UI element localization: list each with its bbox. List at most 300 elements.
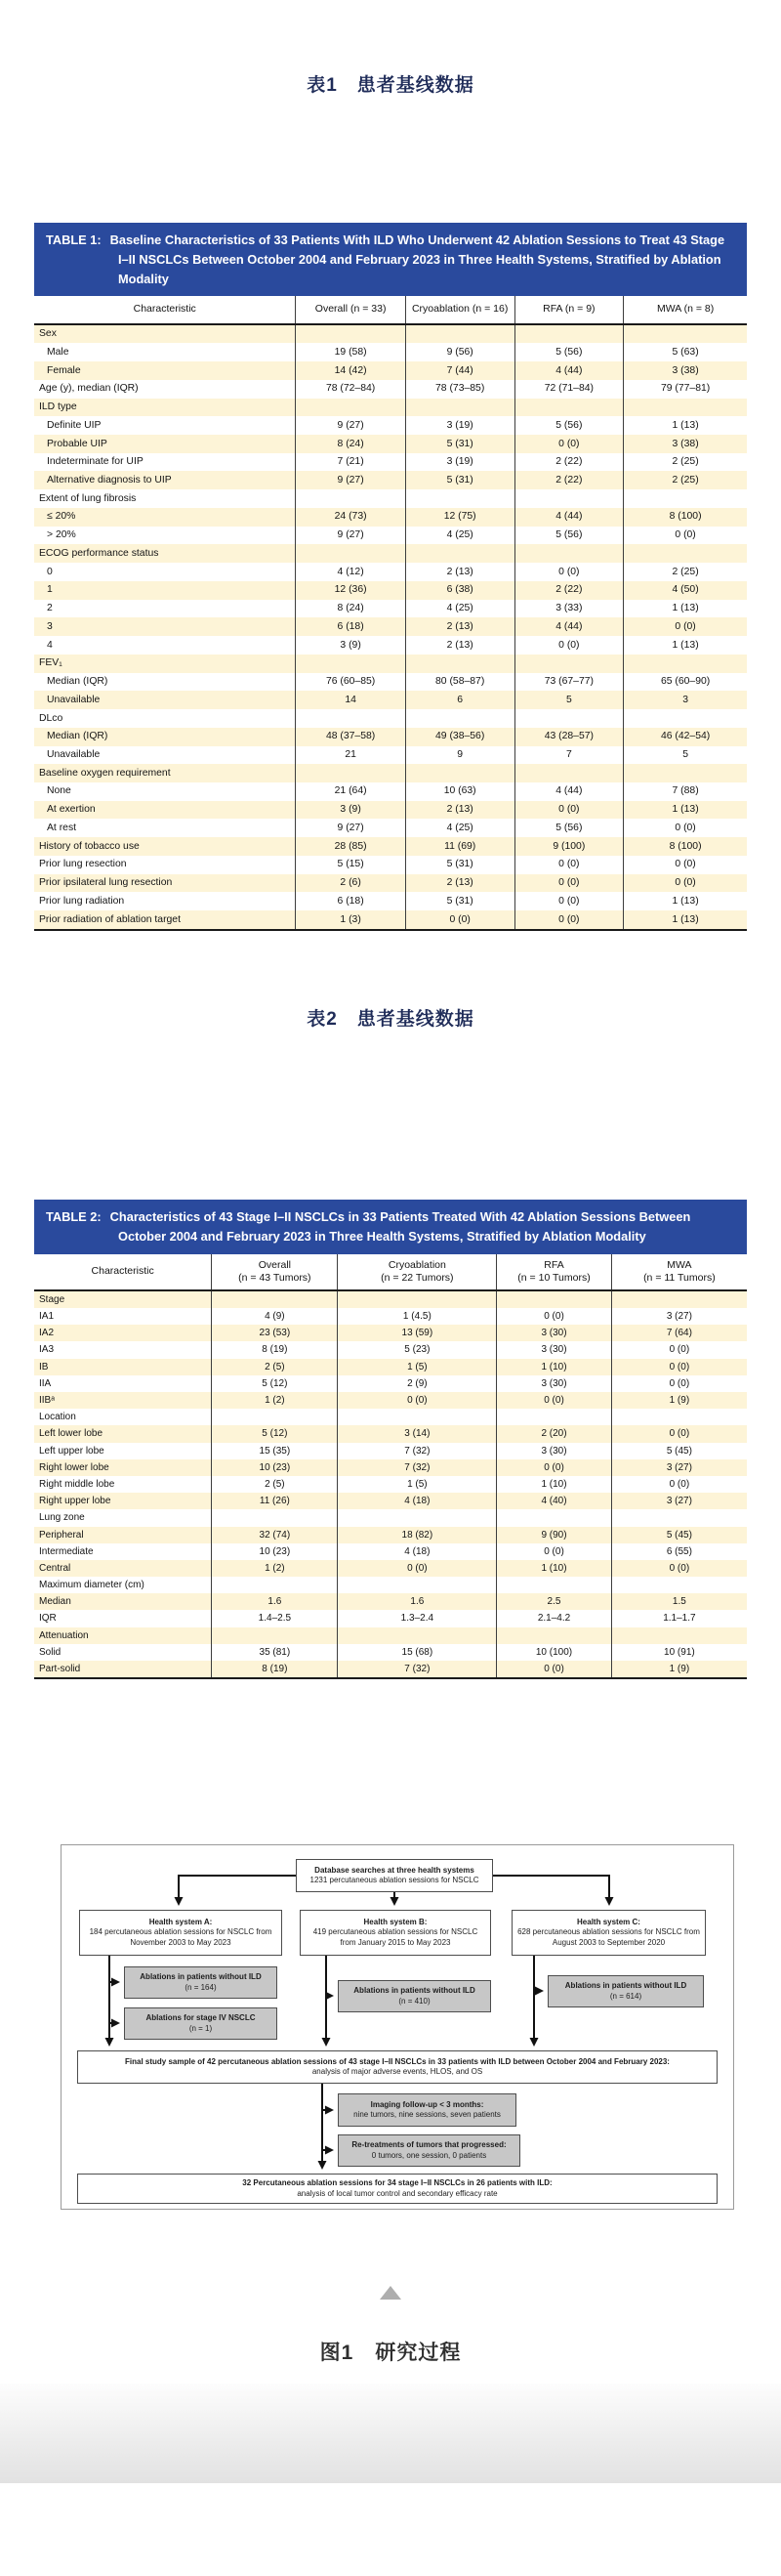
row-value: 2 (13) (405, 801, 514, 820)
row-value: 1.6 (338, 1593, 497, 1610)
row-label: IA1 (39, 1311, 55, 1323)
row-value: 10 (100) (497, 1644, 612, 1661)
row-value: 3 (27) (611, 1308, 747, 1325)
row-value: 1 (13) (624, 600, 747, 618)
row-value: 7 (32) (338, 1661, 497, 1678)
table-row (34, 1359, 747, 1375)
row-label: Left upper lobe (39, 1445, 104, 1457)
row-value: 1 (9) (611, 1392, 747, 1409)
table-row (34, 819, 747, 837)
table-row (34, 324, 747, 344)
row-value: 8 (19) (212, 1661, 338, 1678)
flowchart-box-exclusion-a-no-ild: Ablations in patients without ILD (n = 164) (124, 1966, 277, 1999)
row-value: 3 (9) (296, 801, 405, 820)
row-label: ILD type (39, 401, 77, 413)
row-value (405, 544, 514, 563)
row-value: 2.5 (497, 1593, 612, 1610)
row-value: 2 (22) (514, 471, 624, 489)
row-value: 2 (5) (212, 1476, 338, 1493)
row-value: 6 (38) (405, 581, 514, 600)
row-value: 8 (24) (296, 435, 405, 453)
row-value: 5 (12) (212, 1425, 338, 1442)
row-label: Prior lung resection (39, 859, 127, 870)
table-row (34, 416, 747, 435)
row-value: 1 (3) (296, 910, 405, 930)
row-label: FEV₁ (39, 657, 62, 669)
table2-heading-label: TABLE 2: (46, 1209, 102, 1224)
table1-figure (34, 223, 747, 931)
row-value (514, 399, 624, 417)
row-value (497, 1627, 612, 1644)
row-value: 0 (0) (611, 1341, 747, 1358)
row-label: Median (39, 1596, 71, 1608)
row-value: 0 (0) (624, 856, 747, 874)
row-label: Maximum diameter (cm) (39, 1580, 144, 1591)
row-value: 1 (13) (624, 636, 747, 655)
row-label: 0 (47, 566, 53, 577)
row-value (624, 489, 747, 508)
row-value: 15 (68) (338, 1644, 497, 1661)
row-value (296, 709, 405, 728)
table2-grid (34, 1254, 747, 1680)
row-value: 4 (25) (405, 819, 514, 837)
row-label: Prior ipsilateral lung resection (39, 877, 173, 889)
row-value: 0 (0) (611, 1425, 747, 1442)
table-row (34, 453, 747, 472)
row-value: 2 (13) (405, 636, 514, 655)
row-value (338, 1577, 497, 1593)
row-value: 43 (28–57) (514, 728, 624, 746)
table-row (34, 874, 747, 893)
row-value: 18 (82) (338, 1527, 497, 1543)
row-value: 79 (77–81) (624, 380, 747, 399)
row-value: 0 (0) (514, 801, 624, 820)
table-row (34, 1308, 747, 1325)
row-label: Sex (39, 328, 57, 340)
table-row (34, 1392, 747, 1409)
row-label: Indeterminate for UIP (47, 456, 144, 468)
row-value: 4 (9) (212, 1308, 338, 1325)
row-label: Solid (39, 1646, 62, 1658)
flowchart-box-efficacy-sample: 32 Percutaneous ablation sessions for 34 stage I–II NSCLCs in 26 patients with ILD: analysis of local tumor control and secondary efficacy rate (77, 2174, 718, 2204)
row-value (296, 655, 405, 673)
row-value: 1 (10) (497, 1359, 612, 1375)
row-value: 3 (38) (624, 361, 747, 380)
column-header: Characteristic (34, 1254, 212, 1290)
row-value: 6 (18) (296, 617, 405, 636)
row-value: 7 (21) (296, 453, 405, 472)
row-label: Location (39, 1412, 76, 1423)
row-value: 3 (27) (611, 1493, 747, 1509)
row-value (611, 1509, 747, 1526)
row-value: 5 (12) (212, 1375, 338, 1392)
row-value: 0 (0) (497, 1392, 612, 1409)
row-value: 4 (40) (497, 1493, 612, 1509)
row-value: 10 (63) (405, 782, 514, 801)
row-value: 4 (12) (296, 563, 405, 581)
table1-heading-label: TABLE 1: (46, 232, 102, 247)
row-value: 5 (56) (514, 416, 624, 435)
row-value: 4 (44) (514, 782, 624, 801)
row-value: 23 (53) (212, 1325, 338, 1341)
row-value: 3 (38) (624, 435, 747, 453)
table-row (34, 600, 747, 618)
row-value: 80 (58–87) (405, 673, 514, 692)
row-value: 2 (13) (405, 563, 514, 581)
table1-grid (34, 296, 747, 930)
row-value: 21 (64) (296, 782, 405, 801)
row-label: Median (IQR) (47, 731, 108, 742)
table-row (34, 527, 747, 545)
row-value: 12 (36) (296, 581, 405, 600)
row-value: 4 (18) (338, 1543, 497, 1560)
row-value: 0 (0) (514, 435, 624, 453)
column-header: Overall (n = 33) (296, 296, 405, 323)
row-label: IIA (39, 1377, 52, 1389)
table-row (34, 1425, 747, 1442)
table2-cn-title: 表2 患者基线数据 (307, 1009, 474, 1030)
table1-heading-band (34, 223, 747, 296)
row-value: 13 (59) (338, 1325, 497, 1341)
row-value: 1.1–1.7 (611, 1610, 747, 1626)
row-value (624, 324, 747, 344)
flowchart-box-database: Database searches at three health systems 1231 percutaneous ablation sessions for NSCLC (296, 1859, 493, 1892)
row-value (514, 764, 624, 782)
row-value (497, 1409, 612, 1425)
row-value: 5 (31) (405, 856, 514, 874)
row-value: 3 (9) (296, 636, 405, 655)
row-label: Central (39, 1562, 71, 1574)
table-row (34, 361, 747, 380)
row-value: 0 (0) (497, 1308, 612, 1325)
row-value: 5 (624, 746, 747, 765)
row-value: 9 (27) (296, 527, 405, 545)
row-label: Peripheral (39, 1529, 84, 1541)
table-row (34, 910, 747, 930)
row-value: 2 (9) (338, 1375, 497, 1392)
row-value: 2 (20) (497, 1425, 612, 1442)
column-header: Overall (n = 43 Tumors) (212, 1254, 338, 1290)
row-label: Baseline oxygen requirement (39, 767, 171, 779)
row-value: 2 (13) (405, 617, 514, 636)
row-label: Lung zone (39, 1512, 85, 1524)
row-value: 2.1–4.2 (497, 1610, 612, 1626)
row-value: 9 (56) (405, 343, 514, 361)
flowchart-box-exclusion-b-no-ild: Ablations in patients without ILD (n = 410) (338, 1980, 491, 2012)
table-row (34, 399, 747, 417)
row-value: 0 (0) (514, 874, 624, 893)
row-value: 3 (33) (514, 600, 624, 618)
table-row (34, 728, 747, 746)
row-value (405, 324, 514, 344)
row-value: 0 (0) (405, 910, 514, 930)
row-label: Right lower lobe (39, 1461, 109, 1473)
row-label: Age (y), median (IQR) (39, 383, 139, 395)
row-value (296, 324, 405, 344)
row-value: 73 (67–77) (514, 673, 624, 692)
row-value: 7 (44) (405, 361, 514, 380)
table-row (34, 709, 747, 728)
row-value: 1.5 (611, 1593, 747, 1610)
row-label: Unavailable (47, 749, 101, 760)
row-label: Stage (39, 1293, 65, 1305)
table2-body (34, 1290, 747, 1678)
footer-fade-strip (0, 2384, 781, 2483)
row-value: 0 (0) (611, 1476, 747, 1493)
table2-figure (34, 1200, 747, 1679)
row-value (212, 1627, 338, 1644)
row-value (497, 1290, 612, 1308)
row-value: 2 (13) (405, 874, 514, 893)
row-value: 3 (19) (405, 416, 514, 435)
row-value (296, 399, 405, 417)
row-value: 78 (72–84) (296, 380, 405, 399)
row-value: 5 (15) (296, 856, 405, 874)
table-row (34, 1443, 747, 1459)
row-value (624, 709, 747, 728)
column-header: MWA (n = 11 Tumors) (611, 1254, 747, 1290)
row-label: 2 (47, 603, 53, 614)
row-value: 9 (27) (296, 819, 405, 837)
table-row (34, 544, 747, 563)
row-value: 8 (24) (296, 600, 405, 618)
row-label: None (47, 785, 71, 797)
table-row (34, 471, 747, 489)
row-label: At rest (47, 822, 77, 833)
row-value (212, 1577, 338, 1593)
row-value: 1 (2) (212, 1392, 338, 1409)
row-label: IA3 (39, 1344, 55, 1356)
row-value (497, 1577, 612, 1593)
row-value: 5 (31) (405, 892, 514, 910)
table2-header-row (34, 1254, 747, 1290)
table-row (34, 1543, 747, 1560)
row-value: 4 (44) (514, 508, 624, 527)
row-label: Probable UIP (47, 438, 107, 449)
row-value: 3 (30) (497, 1375, 612, 1392)
row-value: 14 (42) (296, 361, 405, 380)
row-label: IA2 (39, 1328, 55, 1339)
row-label: Female (47, 364, 81, 376)
table-row (34, 691, 747, 709)
row-value: 1.4–2.5 (212, 1610, 338, 1626)
row-value (338, 1409, 497, 1425)
table-row (34, 1627, 747, 1644)
row-value: 15 (35) (212, 1443, 338, 1459)
row-value: 78 (73–85) (405, 380, 514, 399)
table-row (34, 655, 747, 673)
table-row (34, 1527, 747, 1543)
table-row (34, 801, 747, 820)
row-label: Attenuation (39, 1629, 89, 1641)
row-value: 2 (6) (296, 874, 405, 893)
row-value: 0 (0) (497, 1459, 612, 1476)
row-value: 2 (25) (624, 471, 747, 489)
row-value: 3 (27) (611, 1459, 747, 1476)
row-value: 9 (405, 746, 514, 765)
column-header: Cryoablation (n = 16) (405, 296, 514, 323)
table-row (34, 489, 747, 508)
row-label: Median (IQR) (47, 676, 108, 688)
row-label: Definite UIP (47, 419, 102, 431)
row-value: 7 (88) (624, 782, 747, 801)
row-value (405, 489, 514, 508)
row-label: ≤ 20% (47, 511, 76, 523)
row-label: Prior lung radiation (39, 895, 125, 907)
table-row (34, 892, 747, 910)
row-label: IB (39, 1361, 49, 1372)
row-label: Intermediate (39, 1545, 94, 1557)
table1-header-row (34, 296, 747, 323)
row-value: 1 (13) (624, 910, 747, 930)
row-value: 2 (25) (624, 563, 747, 581)
row-value (405, 655, 514, 673)
row-value: 0 (0) (338, 1560, 497, 1577)
row-value: 0 (0) (514, 892, 624, 910)
row-value: 9 (90) (497, 1527, 612, 1543)
row-value: 3 (30) (497, 1341, 612, 1358)
table-row (34, 617, 747, 636)
row-value: 3 (30) (497, 1443, 612, 1459)
row-value: 1 (13) (624, 892, 747, 910)
row-value: 0 (0) (514, 563, 624, 581)
study-flowchart (61, 1844, 734, 2210)
row-value: 3 (19) (405, 453, 514, 472)
row-label: At exertion (47, 804, 96, 816)
row-value: 0 (0) (338, 1392, 497, 1409)
row-value: 0 (0) (514, 856, 624, 874)
table-row (34, 1476, 747, 1493)
row-value (624, 764, 747, 782)
row-value: 10 (91) (611, 1644, 747, 1661)
row-value: 7 (64) (611, 1325, 747, 1341)
column-header: Cryoablation (n = 22 Tumors) (338, 1254, 497, 1290)
table-row (34, 764, 747, 782)
row-value: 1 (9) (611, 1661, 747, 1678)
row-value: 4 (50) (624, 581, 747, 600)
row-value (405, 399, 514, 417)
row-value: 35 (81) (212, 1644, 338, 1661)
row-value: 6 (405, 691, 514, 709)
row-label: Extent of lung fibrosis (39, 492, 137, 504)
column-header: RFA (n = 9) (514, 296, 624, 323)
figure1-caption: 图1 研究过程 (319, 2342, 462, 2364)
row-value: 49 (38–56) (405, 728, 514, 746)
row-value: 11 (26) (212, 1493, 338, 1509)
row-value: 7 (32) (338, 1443, 497, 1459)
flowchart-box-health-system-b: Health system B: 419 percutaneous ablation sessions for NSCLC from January 2015 to May 2023 (300, 1910, 491, 1956)
scroll-to-top-icon[interactable] (380, 2286, 401, 2300)
row-value: 1 (13) (624, 416, 747, 435)
row-value: 7 (32) (338, 1459, 497, 1476)
row-value: 2 (25) (624, 453, 747, 472)
column-header: Characteristic (34, 296, 296, 323)
table-row (34, 1459, 747, 1476)
row-label: 1 (47, 584, 53, 596)
row-value (338, 1509, 497, 1526)
row-label: History of tobacco use (39, 840, 140, 852)
row-label: Right upper lobe (39, 1496, 111, 1507)
row-value (405, 709, 514, 728)
row-label: Part-solid (39, 1664, 81, 1675)
row-value (514, 489, 624, 508)
row-value: 8 (100) (624, 837, 747, 856)
row-value: 32 (74) (212, 1527, 338, 1543)
row-value (611, 1409, 747, 1425)
flowchart-box-health-system-a: Health system A: 184 percutaneous ablation sessions for NSCLC from November 2003 to May 2023 (79, 1910, 282, 1956)
table-row (34, 1341, 747, 1358)
table1-heading (46, 231, 735, 288)
row-value: 0 (0) (611, 1359, 747, 1375)
row-value: 21 (296, 746, 405, 765)
row-value: 7 (514, 746, 624, 765)
row-value (296, 544, 405, 563)
row-value (338, 1627, 497, 1644)
table1-cn-title: 表1 患者基线数据 (307, 75, 474, 96)
row-value: 65 (60–90) (624, 673, 747, 692)
table2-heading-text: Characteristics of 43 Stage I–II NSCLCs in 33 Patients Treated With 42 Ablation Sessions Between October 2004 and February 2023 in Three Health Systems, Stratified by Ablation Modality (109, 1209, 691, 1244)
row-value: 14 (296, 691, 405, 709)
row-value: 5 (45) (611, 1527, 747, 1543)
row-value: 24 (73) (296, 508, 405, 527)
row-value: 6 (55) (611, 1543, 747, 1560)
row-value: 1 (5) (338, 1476, 497, 1493)
table-row (34, 1325, 747, 1341)
row-value: 4 (25) (405, 527, 514, 545)
row-value: 46 (42–54) (624, 728, 747, 746)
flowchart-box-final-sample: Final study sample of 42 percutaneous ablation sessions of 43 stage I–II NSCLCs in 33 patients with ILD between October 2004 and February 2023: analysis of major adverse events, HLOS, and OS (77, 2050, 718, 2084)
table-row (34, 1661, 747, 1678)
row-value: 9 (100) (514, 837, 624, 856)
row-value (624, 544, 747, 563)
flowchart-box-imaging-followup: Imaging follow-up < 3 months: nine tumors, nine sessions, seven patients (338, 2093, 516, 2127)
row-value: 1.6 (212, 1593, 338, 1610)
table-row (34, 1610, 747, 1626)
table-row (34, 746, 747, 765)
row-label: 4 (47, 639, 53, 651)
flowchart-box-health-system-c: Health system C: 628 percutaneous ablation sessions for NSCLC from August 2003 to September 2020 (512, 1910, 706, 1956)
table-row (34, 563, 747, 581)
row-value: 5 (45) (611, 1443, 747, 1459)
row-value: 4 (18) (338, 1493, 497, 1509)
row-value (212, 1409, 338, 1425)
row-value: 12 (75) (405, 508, 514, 527)
flowchart-box-retreatments: Re-treatments of tumors that progressed: 0 tumors, one session, 0 patients (338, 2134, 520, 2167)
row-value (514, 709, 624, 728)
row-value: 1 (13) (624, 801, 747, 820)
table-row (34, 380, 747, 399)
row-value: 4 (44) (514, 361, 624, 380)
row-value: 2 (5) (212, 1359, 338, 1375)
row-value: 1 (5) (338, 1359, 497, 1375)
row-value: 19 (58) (296, 343, 405, 361)
row-value (514, 655, 624, 673)
row-value: 9 (27) (296, 471, 405, 489)
row-value: 0 (0) (624, 819, 747, 837)
row-value (212, 1290, 338, 1308)
row-value (212, 1509, 338, 1526)
row-value (514, 324, 624, 344)
row-value (296, 764, 405, 782)
table-row (34, 636, 747, 655)
table2-heading-band (34, 1200, 747, 1254)
row-value: 1 (10) (497, 1476, 612, 1493)
table2-heading (46, 1207, 735, 1246)
row-value (338, 1290, 497, 1308)
table-row (34, 1560, 747, 1577)
row-label: IIBᵃ (39, 1395, 55, 1407)
row-value (624, 399, 747, 417)
